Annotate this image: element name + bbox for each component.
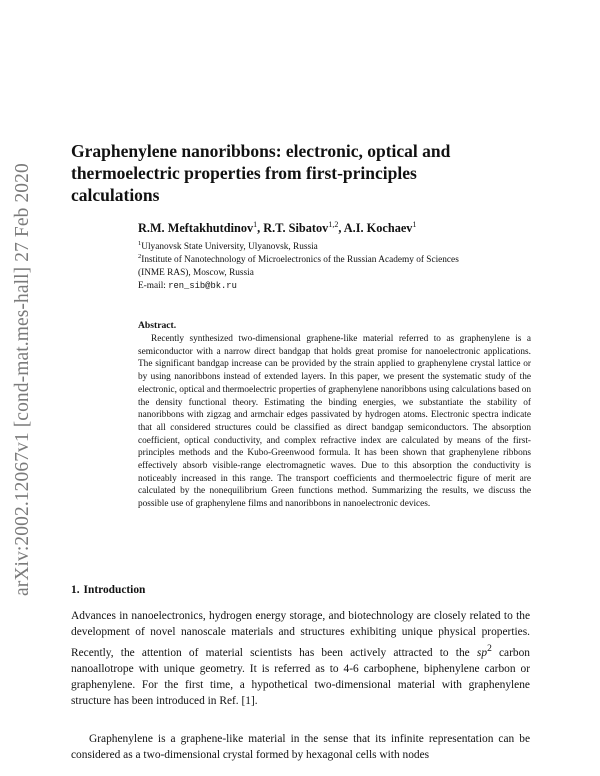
- corresponding-email: [138, 281, 237, 291]
- intro-text: Advances in nanoelectronics, hydrogen energy storage, and biotechnology are closely related to the development of novel nanoscale materials and structures exhibiting unique physical properties. Recently, the attention of material scientists has been actively attracted to the: [71, 610, 530, 659]
- sp-superscript: 2: [487, 643, 492, 654]
- sp-hybridization-symbol: sp: [476, 646, 488, 659]
- affiliation-mark: 2: [138, 253, 142, 260]
- author-list: [138, 220, 416, 236]
- author-separator: ,: [338, 221, 344, 236]
- affiliation-2: [138, 250, 538, 280]
- abstract-body: Recently synthesized two-dimensional graphene-like material referred to as graphenylene is a semiconductor with a narrow direct bandgap that holds great promise for nanoelectronic applications. The significant bandgap increase can be provided by the strain applied to graphenylene crystal lattice or by using nanoribbons instead of extended layers. In this paper, we present the systematic study of the electronic, optical and thermoelectric properties of graphenylene nanoribbons using calculations based on the density functional theory. Estimating the binding energies, we substantiate the stability of nanoribbons with zigzag and armchair edges passivated by hydrogen atoms. Electronic spectra indicate that all considered structures could be classified as direct bandgap semiconductors. The absorption coefficient, optical conductivity, and complex refractive index are calculated by means of the first-principles methods and the Kubo-Greenwood formula. It has been shown that graphenylene ribbons effectively absorb visible-range electromagnetic waves. Due to this absorption the conductivity is noticeably increased in this range. The transport coefficients and thermoelectric figure of merit are calculated by the nonequilibrium Green functions method. Summarizing the results, we discuss the possible use of graphenylene films and nanoribbons in nanoelectronic devices.: [138, 334, 531, 510]
- paper-title: [71, 140, 541, 206]
- author-name: R.M. Meftakhutdinov: [138, 221, 254, 236]
- email-address[interactable]: ren_sib@bk.ru: [168, 281, 237, 291]
- affiliation-text: Ulyanovsk State University, Ulyanovsk, Russia: [141, 242, 318, 253]
- author-separator: ,: [257, 221, 264, 236]
- author-affiliation-mark: 1: [412, 220, 417, 229]
- affiliation-text-continued: (INME RAS), Moscow, Russia: [138, 268, 254, 279]
- author-name: R.T. Sibatov: [263, 221, 329, 236]
- author-affiliation-mark: 1,2: [328, 220, 339, 229]
- abstract-heading: Abstract.: [138, 320, 177, 331]
- intro-text: carbon nanoallotrope with unique geometry. It is referred as to 4-6 carbophene, biphenylene carbon or graphenylene. For the first time, a hypothetical two-dimensional material with graphenylene structure has been introduced in Ref. [1].: [71, 646, 530, 708]
- title-line-2: thermoelectric properties from first-principles: [71, 163, 417, 183]
- title-line-3: calculations: [71, 185, 160, 205]
- author-name: A.I. Kochaev: [343, 221, 413, 236]
- title-line-1: Graphenylene nanoribbons: electronic, optical and: [71, 141, 451, 161]
- section-heading-introduction: [71, 584, 145, 596]
- arxiv-identifier-stamp: arXiv:2002.12067v1 [cond-mat.mes-hall] 27 Feb 2020: [12, 163, 33, 596]
- intro-paragraph-1: [71, 608, 530, 710]
- section-number: 1.: [71, 584, 80, 596]
- affiliation-mark: 1: [138, 240, 142, 247]
- author-affiliation-mark: 1: [253, 220, 258, 229]
- intro-paragraph-2: Graphenylene is a graphene-like material in the sense that its infinite representation can be considered as a two-dimensional crystal formed by hexagonal cells with nodes: [71, 733, 530, 762]
- affiliation-text: Institute of Nanotechnology of Microelectronics of the Russian Academy of Sciences: [141, 255, 459, 266]
- email-label: E-mail:: [138, 281, 166, 291]
- section-title: Introduction: [83, 584, 146, 596]
